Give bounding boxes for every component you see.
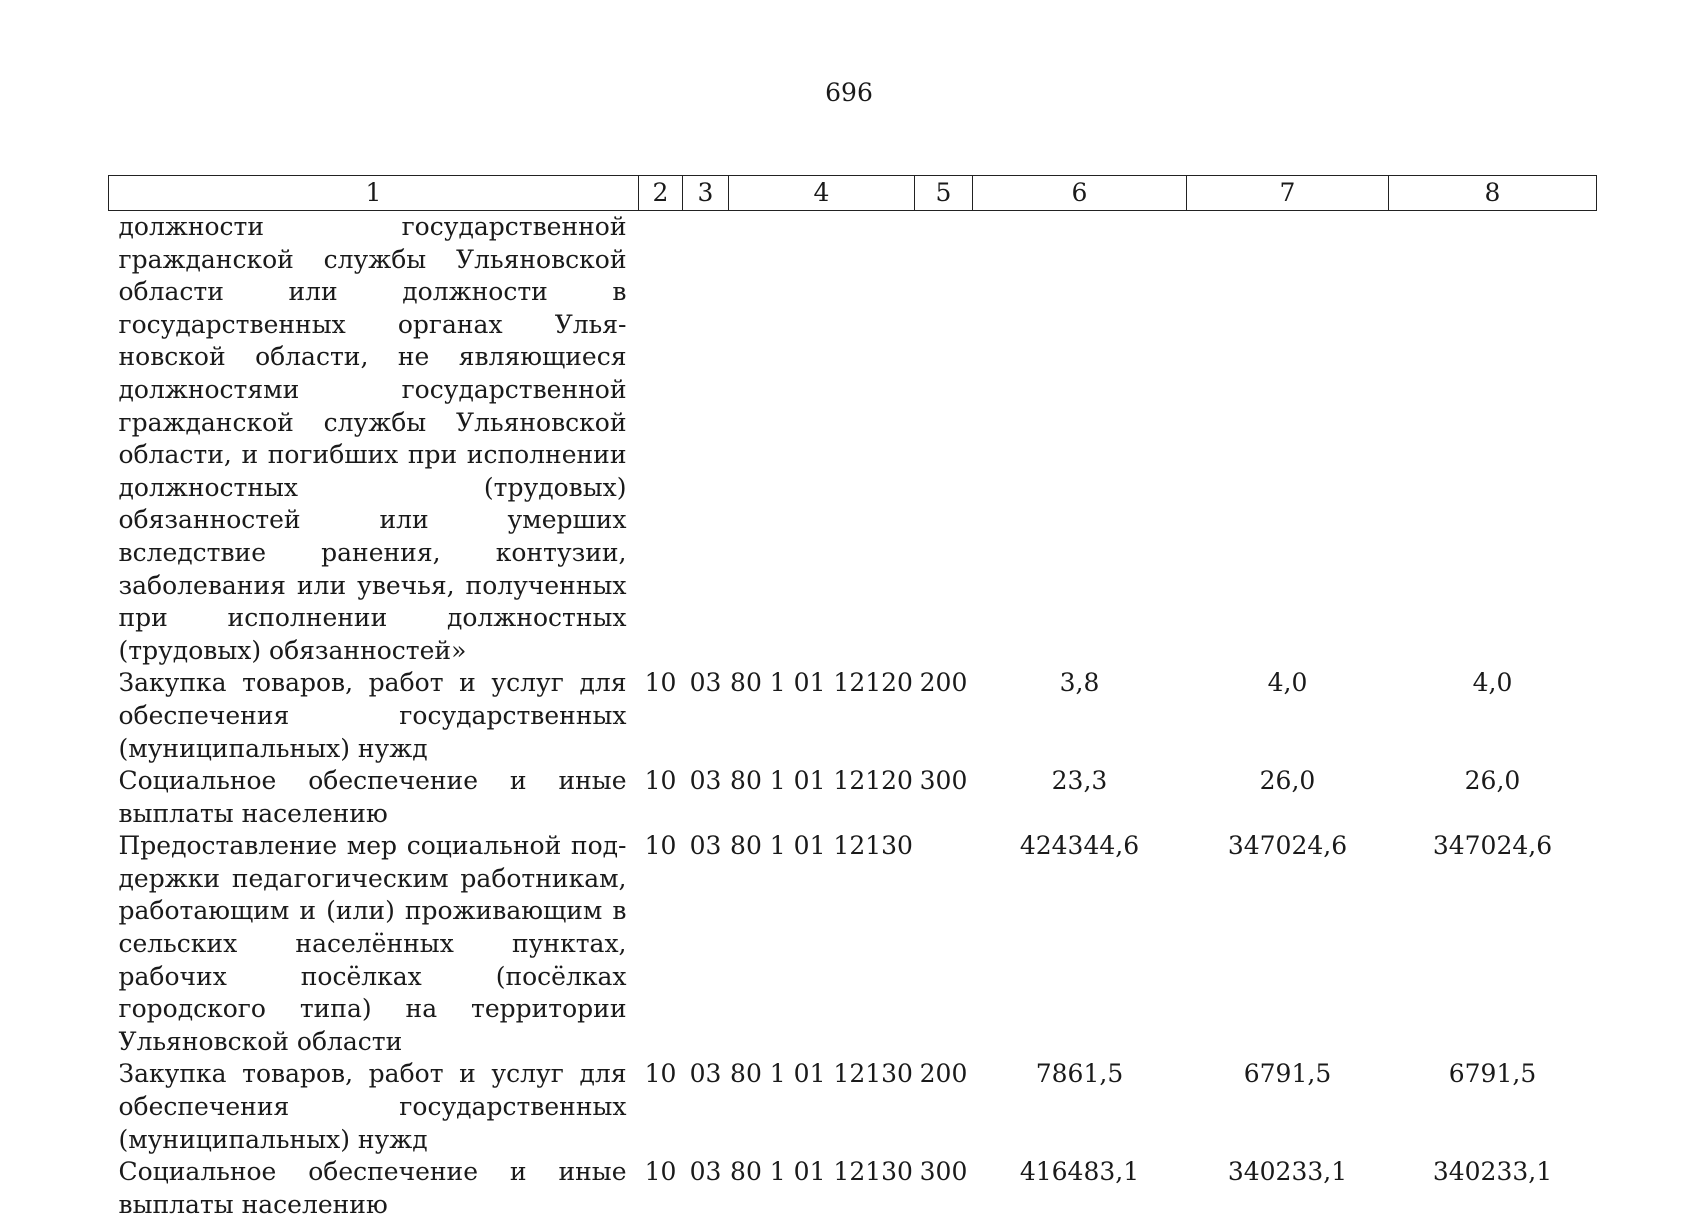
cell-subsection: 03 [689, 1059, 722, 1089]
cell-section: 10 [644, 668, 677, 698]
cell-amount-8: 6791,5 [1448, 1059, 1537, 1089]
cell-target-code: 80 1 01 12130 [730, 1157, 913, 1187]
cell-section: 10 [644, 831, 677, 861]
cell-target-code: 80 1 01 12130 [730, 831, 913, 861]
cell-section: 10 [644, 766, 677, 796]
cell-expense-type: 200 [919, 1059, 968, 1089]
cell-section: 10 [644, 1157, 677, 1187]
cell-subsection: 03 [689, 766, 722, 796]
row-description: Закупка товаров, работ и услуг для обеспечения государственных (муниципальных) нужд [118, 1059, 627, 1154]
cell-amount-6: 3,8 [1059, 668, 1100, 698]
table-row [109, 1058, 1597, 1156]
cell-section: 10 [644, 1059, 677, 1089]
cell-amount-8: 340233,1 [1432, 1157, 1553, 1187]
column-header: 1 [109, 176, 639, 211]
cell-amount-7 [1187, 211, 1389, 668]
cell-target-code: 80 1 01 12120 [730, 766, 913, 796]
cell-subsection: 03 [689, 668, 722, 698]
row-description: Социальное обеспечение и иные выплаты населению [118, 1157, 627, 1219]
row-description: Социальное обеспечение и иные выплаты населению [118, 766, 627, 828]
cell-expense-type: 300 [919, 1157, 968, 1187]
cell-amount-7: 347024,6 [1227, 831, 1348, 861]
row-description: должности государственной гражданской службы Ульяновской области или должности в государственных органах Ульяновской области, не являющиеся должностями государственной гражданской службы Ульяновской области, и погибших при исполнении должностных (трудовых) обязанностей или умерших вследствие ранения, контузии, заболевания или увечья, полученных при исполнении должностных (трудовых) обязанностей» [118, 212, 627, 665]
cell-expense-type: 300 [919, 766, 968, 796]
row-description: Предоставление мер социальной поддержки педагогическим работникам, работающим и (или) проживающим в сельских населённых пунктах, рабочих посёлках (посёлках городского типа) на территории Ульяновской области [118, 831, 627, 1056]
table-row [109, 667, 1597, 765]
header-row [109, 176, 1597, 211]
table-row [109, 1156, 1597, 1221]
page-number: 696 [825, 78, 873, 107]
table-row [109, 211, 1597, 668]
cell-subsection: 03 [689, 1157, 722, 1187]
column-header: 3 [683, 176, 729, 211]
cell-amount-7: 6791,5 [1243, 1059, 1332, 1089]
column-header: 8 [1389, 176, 1597, 211]
cell-target-code: 80 1 01 12120 [730, 668, 913, 698]
column-header: 6 [973, 176, 1187, 211]
column-header: 2 [639, 176, 683, 211]
cell-amount-6: 7861,5 [1035, 1059, 1124, 1089]
cell-amount-8: 4,0 [1472, 668, 1513, 698]
cell-subsection: 03 [689, 831, 722, 861]
cell-target-code [729, 211, 915, 668]
cell-amount-7: 4,0 [1267, 668, 1308, 698]
cell-amount-6 [973, 211, 1187, 668]
cell-section [639, 211, 683, 668]
cell-expense-type [915, 211, 973, 668]
cell-amount-7: 340233,1 [1227, 1157, 1348, 1187]
cell-amount-8: 26,0 [1464, 766, 1521, 796]
column-header: 5 [915, 176, 973, 211]
column-header: 4 [729, 176, 915, 211]
cell-amount-7: 26,0 [1259, 766, 1316, 796]
budget-table [108, 175, 1597, 1221]
cell-expense-type [915, 830, 973, 1058]
cell-amount-6: 416483,1 [1019, 1157, 1140, 1187]
cell-amount-6: 23,3 [1051, 766, 1108, 796]
cell-amount-8 [1389, 211, 1597, 668]
row-description: Закупка товаров, работ и услуг для обеспечения государственных (муниципальных) нужд [118, 668, 627, 763]
cell-subsection [683, 211, 729, 668]
cell-amount-6: 424344,6 [1019, 831, 1140, 861]
cell-expense-type: 200 [919, 668, 968, 698]
column-header: 7 [1187, 176, 1389, 211]
cell-amount-8: 347024,6 [1432, 831, 1553, 861]
table-row [109, 765, 1597, 830]
table-row [109, 830, 1597, 1058]
cell-target-code: 80 1 01 12130 [730, 1059, 913, 1089]
